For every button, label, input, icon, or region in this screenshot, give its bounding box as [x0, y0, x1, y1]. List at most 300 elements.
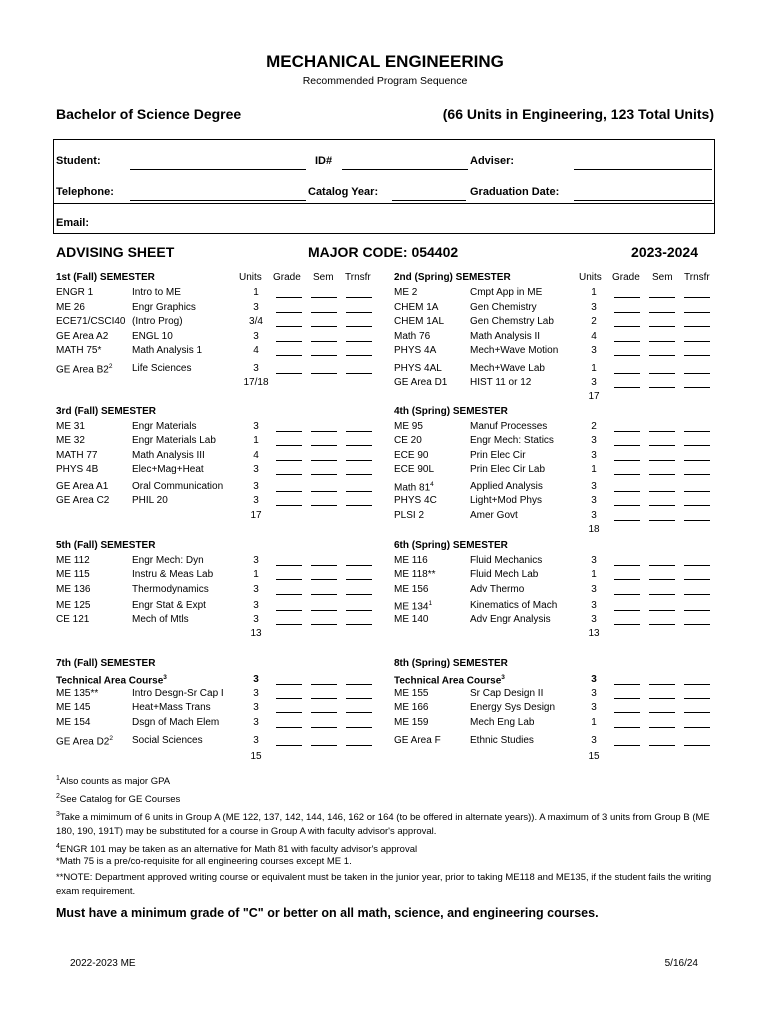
course-code: Math 76 — [394, 331, 431, 342]
trnsfr-blank[interactable] — [346, 594, 372, 595]
course-code: ENGR 1 — [56, 287, 94, 298]
semester-total-units: 18 — [588, 524, 600, 535]
sem-blank[interactable] — [649, 373, 675, 374]
sem-blank[interactable] — [311, 698, 337, 699]
footnote-4: $^4$ENGR 101 may be taken as an alternative for Math 81 with faculty advisor's approval — [56, 843, 418, 856]
course-code: ME 155 — [394, 688, 429, 699]
adviser-label: Adviser: — [470, 155, 515, 167]
sem-blank[interactable] — [311, 594, 337, 595]
course-footnote-marker: 2 — [109, 735, 113, 742]
footnote-writing: **NOTE: Department approved writing course or equivalent must be taken in the junior year, prior to taking ME118 and ME135, if the student fails the writing exam requirement. — [56, 872, 712, 897]
sem-blank[interactable] — [649, 460, 675, 461]
course-units: 3 — [591, 702, 597, 713]
course-code: GE Area F — [394, 735, 441, 746]
semester-total-units: 17 — [588, 391, 600, 402]
sem-blank[interactable] — [311, 445, 337, 446]
course-row — [56, 316, 386, 330]
trnsfr-blank[interactable] — [346, 341, 372, 342]
semester-block — [56, 540, 386, 650]
sem-blank[interactable] — [649, 520, 675, 521]
trnsfr-blank[interactable] — [346, 565, 372, 566]
course-units: 3 — [591, 510, 597, 521]
trnsfr-blank[interactable] — [684, 520, 710, 521]
course-units: 3 — [253, 421, 259, 432]
grade-blank[interactable] — [276, 505, 302, 506]
trnsfr-blank[interactable] — [684, 355, 710, 356]
sem-blank[interactable] — [311, 341, 337, 342]
course-code: ME 136 — [56, 584, 91, 595]
semester-total-units: 13 — [250, 628, 262, 639]
trnsfr-blank[interactable] — [346, 326, 372, 327]
course-row — [56, 717, 386, 731]
trnsfr-blank[interactable] — [684, 474, 710, 475]
footnote-math75: *Math 75 is a pre/co-requisite for all engineering courses except ME 1. — [56, 856, 352, 867]
course-code: CE 121 — [56, 614, 90, 625]
sem-blank[interactable] — [649, 594, 675, 595]
sem-blank[interactable] — [649, 684, 675, 685]
course-row — [394, 510, 724, 524]
course-row — [394, 481, 724, 495]
course-row — [56, 435, 386, 449]
grade-blank[interactable] — [614, 610, 640, 611]
semester-total-units: 15 — [588, 751, 600, 762]
trnsfr-blank[interactable] — [346, 474, 372, 475]
grade-blank[interactable] — [614, 312, 640, 313]
page-title: MECHANICAL ENGINEERING — [266, 52, 504, 71]
trnsfr-blank[interactable] — [346, 610, 372, 611]
course-footnote-marker: 3 — [163, 674, 167, 681]
grade-blank[interactable] — [276, 565, 302, 566]
trnsfr-blank[interactable] — [346, 698, 372, 699]
trnsfr-column-header: Trnsfr — [345, 272, 371, 283]
sem-blank[interactable] — [311, 355, 337, 356]
course-code: GE Area $D2^2$ — [56, 735, 113, 748]
course-row — [56, 555, 386, 569]
course-code: CHEM 1AL — [394, 316, 445, 327]
grade-blank[interactable] — [614, 297, 640, 298]
footer-left: 2022-2023 ME — [70, 958, 136, 969]
course-title: Gen Chemistry — [470, 302, 537, 313]
sem-blank[interactable] — [649, 712, 675, 713]
trnsfr-blank[interactable] — [684, 712, 710, 713]
course-row — [56, 363, 386, 377]
grade-blank[interactable] — [614, 579, 640, 580]
grade-blank[interactable] — [614, 594, 640, 595]
trnsfr-blank[interactable] — [684, 684, 710, 685]
semester-title: 6th (Spring) SEMESTER — [394, 540, 508, 551]
course-units: 3 — [253, 331, 259, 342]
course-units: 1 — [591, 569, 597, 580]
course-units: 3 — [591, 614, 597, 625]
graduation-date-field[interactable] — [574, 200, 712, 201]
course-units: 3 — [253, 600, 259, 611]
course-title: Prin Elec Cir Lab — [470, 464, 546, 475]
course-row — [56, 287, 386, 301]
course-code: CE 20 — [394, 435, 422, 446]
trnsfr-blank[interactable] — [346, 505, 372, 506]
course-code: ME 118** — [394, 569, 436, 580]
course-units: 3 — [253, 363, 259, 374]
student-label: Student: — [56, 155, 101, 167]
course-units: 2 — [591, 316, 597, 327]
course-code: PHYS 4B — [56, 464, 99, 475]
semester-total-units: 13 — [588, 628, 600, 639]
course-title: Amer Govt — [470, 510, 518, 521]
telephone-field[interactable] — [130, 200, 306, 201]
course-title: Fluid Mechanics — [470, 555, 543, 566]
trnsfr-blank[interactable] — [346, 579, 372, 580]
sem-blank[interactable] — [649, 698, 675, 699]
grade-blank[interactable] — [614, 355, 640, 356]
grade-blank[interactable] — [614, 341, 640, 342]
sem-blank[interactable] — [649, 297, 675, 298]
semester-total-units: 17/18 — [243, 377, 269, 388]
sem-blank[interactable] — [649, 624, 675, 625]
semester-block — [56, 406, 386, 521]
course-row — [56, 464, 386, 478]
sem-blank[interactable] — [649, 491, 675, 492]
course-row — [56, 345, 386, 359]
sem-blank[interactable] — [649, 312, 675, 313]
trnsfr-blank[interactable] — [684, 312, 710, 313]
course-code: ME 26 — [56, 302, 85, 313]
sem-blank[interactable] — [649, 474, 675, 475]
trnsfr-blank[interactable] — [684, 579, 710, 580]
course-units: 3 — [253, 302, 259, 313]
course-row — [56, 584, 386, 598]
grade-blank[interactable] — [276, 312, 302, 313]
course-row — [56, 302, 386, 316]
course-title: Mech Eng Lab — [470, 717, 535, 728]
course-units: 1 — [591, 717, 597, 728]
course-title: Mech+Wave Motion — [470, 345, 559, 356]
semester-title: 5th (Fall) SEMESTER — [56, 540, 156, 551]
semester-title: 8th (Spring) SEMESTER — [394, 658, 508, 669]
telephone-label: Telephone: — [56, 186, 114, 198]
semester-title: 2nd (Spring) SEMESTER — [394, 272, 511, 283]
grade-blank[interactable] — [276, 684, 302, 685]
grade-blank[interactable] — [614, 565, 640, 566]
trnsfr-blank[interactable] — [684, 698, 710, 699]
semester-block — [394, 406, 724, 535]
semester-block — [56, 272, 386, 388]
course-row — [394, 316, 724, 330]
course-code: GE Area D1 — [394, 377, 448, 388]
trnsfr-blank[interactable] — [346, 355, 372, 356]
trnsfr-blank[interactable] — [684, 431, 710, 432]
trnsfr-blank[interactable] — [346, 712, 372, 713]
course-row — [394, 717, 724, 731]
course-title: Fluid Mech Lab — [470, 569, 539, 580]
trnsfr-blank[interactable] — [684, 624, 710, 625]
grade-blank[interactable] — [276, 745, 302, 746]
course-code: ME 116 — [394, 555, 428, 566]
sem-blank[interactable] — [649, 745, 675, 746]
course-row — [56, 450, 386, 464]
grade-blank[interactable] — [614, 727, 640, 728]
grade-blank[interactable] — [614, 684, 640, 685]
course-code: GE Area C2 — [56, 495, 110, 506]
major-code: MAJOR CODE: 054402 — [308, 244, 459, 260]
course-title: Heat+Mass Trans — [132, 702, 211, 713]
sem-blank[interactable] — [311, 745, 337, 746]
grade-blank[interactable] — [276, 610, 302, 611]
course-units: 3/4 — [249, 316, 263, 327]
course-title: Engr Stat & Expt — [132, 600, 206, 611]
grade-blank[interactable] — [276, 579, 302, 580]
sem-blank[interactable] — [311, 460, 337, 461]
trnsfr-blank[interactable] — [684, 341, 710, 342]
sem-blank[interactable] — [311, 297, 337, 298]
trnsfr-blank[interactable] — [684, 565, 710, 566]
grade-blank[interactable] — [276, 431, 302, 432]
course-row — [394, 614, 724, 628]
sem-blank[interactable] — [311, 312, 337, 313]
trnsfr-blank[interactable] — [684, 610, 710, 611]
graduation-date-label: Graduation Date: — [470, 186, 560, 198]
grade-blank[interactable] — [614, 445, 640, 446]
grade-blank[interactable] — [276, 474, 302, 475]
course-code: ME 31 — [56, 421, 85, 432]
grade-blank[interactable] — [276, 460, 302, 461]
course-units: 1 — [591, 464, 597, 475]
course-title: Elec+Mag+Heat — [132, 464, 204, 475]
grade-requirement-note: Must have a minimum grade of "C" or better on all math, science, and engineering courses. — [56, 906, 599, 920]
sem-blank[interactable] — [311, 610, 337, 611]
sem-blank[interactable] — [649, 445, 675, 446]
grade-blank[interactable] — [614, 460, 640, 461]
sem-blank[interactable] — [311, 431, 337, 432]
course-units: 3 — [253, 688, 259, 699]
sem-blank[interactable] — [311, 505, 337, 506]
units-column-header: Units — [579, 272, 602, 283]
trnsfr-blank[interactable] — [346, 373, 372, 374]
course-title: Cmpt App in ME — [470, 287, 543, 298]
id-field[interactable] — [342, 169, 468, 170]
course-code: ME 159 — [394, 717, 429, 728]
course-row — [56, 735, 386, 749]
trnsfr-blank[interactable] — [346, 491, 372, 492]
sem-blank[interactable] — [311, 712, 337, 713]
grade-blank[interactable] — [614, 326, 640, 327]
trnsfr-blank[interactable] — [346, 745, 372, 746]
grade-blank[interactable] — [276, 445, 302, 446]
course-code: GE Area A2 — [56, 331, 109, 342]
sem-blank[interactable] — [311, 624, 337, 625]
course-row — [56, 688, 386, 702]
units-column-header: Units — [239, 272, 262, 283]
course-title: Oral Communication — [132, 481, 224, 492]
sem-blank[interactable] — [649, 387, 675, 388]
course-code: ME 166 — [394, 702, 429, 713]
course-row — [394, 435, 724, 449]
course-code: MATH 77 — [56, 450, 98, 461]
sem-blank[interactable] — [311, 373, 337, 374]
course-code: ME 95 — [394, 421, 423, 432]
trnsfr-blank[interactable] — [684, 297, 710, 298]
sem-blank[interactable] — [649, 355, 675, 356]
trnsfr-blank[interactable] — [346, 460, 372, 461]
trnsfr-blank[interactable] — [346, 727, 372, 728]
adviser-field[interactable] — [574, 169, 712, 170]
grade-blank[interactable] — [614, 698, 640, 699]
sem-blank[interactable] — [649, 505, 675, 506]
semester-title: 1st (Fall) SEMESTER — [56, 272, 155, 283]
trnsfr-blank[interactable] — [684, 594, 710, 595]
course-row — [56, 421, 386, 435]
course-row — [394, 450, 724, 464]
grade-blank[interactable] — [614, 505, 640, 506]
course-title: PHIL 20 — [132, 495, 168, 506]
grade-blank[interactable] — [614, 520, 640, 521]
course-title: Gen Chemstry Lab — [470, 316, 554, 327]
course-units: 3 — [253, 614, 259, 625]
course-code: Math $81^4$ — [394, 481, 434, 494]
grade-blank[interactable] — [614, 474, 640, 475]
course-title: Social Sciences — [132, 735, 203, 746]
course-units: 3 — [591, 688, 597, 699]
course-footnote-marker: 4 — [430, 481, 434, 488]
sem-blank[interactable] — [649, 431, 675, 432]
course-code: ME 140 — [394, 614, 429, 625]
grade-blank[interactable] — [276, 624, 302, 625]
grade-blank[interactable] — [276, 594, 302, 595]
course-title: Engr Materials — [132, 421, 197, 432]
sem-blank[interactable] — [649, 565, 675, 566]
grade-blank[interactable] — [614, 431, 640, 432]
grade-blank[interactable] — [614, 491, 640, 492]
footer-right: 5/16/24 — [664, 958, 698, 969]
course-code: GE Area A1 — [56, 481, 109, 492]
course-title: Intro Desgn-Sr Cap I — [132, 688, 224, 699]
sem-blank[interactable] — [311, 727, 337, 728]
trnsfr-blank[interactable] — [684, 373, 710, 374]
course-row — [394, 600, 724, 614]
semester-block — [394, 272, 724, 402]
course-row — [394, 345, 724, 359]
sem-blank[interactable] — [649, 326, 675, 327]
course-units: 3 — [253, 555, 259, 566]
grade-blank[interactable] — [614, 373, 640, 374]
catalog-year-field[interactable] — [392, 200, 466, 201]
course-units: 3 — [253, 735, 259, 746]
course-title: HIST 11 or 12 — [470, 377, 532, 388]
course-row — [56, 674, 386, 688]
sem-blank[interactable] — [649, 727, 675, 728]
sem-blank[interactable] — [311, 579, 337, 580]
sem-blank[interactable] — [311, 684, 337, 685]
sem-blank[interactable] — [649, 341, 675, 342]
course-row — [394, 421, 724, 435]
semester-total-units: 15 — [250, 751, 262, 762]
course-row — [394, 688, 724, 702]
trnsfr-blank[interactable] — [684, 387, 710, 388]
course-code: PHYS 4A — [394, 345, 437, 356]
trnsfr-blank[interactable] — [346, 312, 372, 313]
grade-blank[interactable] — [614, 624, 640, 625]
trnsfr-blank[interactable] — [684, 745, 710, 746]
trnsfr-blank[interactable] — [684, 460, 710, 461]
course-row — [394, 363, 724, 377]
course-units: 1 — [591, 287, 597, 298]
course-units: 3 — [591, 555, 597, 566]
course-code: Technical Area Course$^3$ — [394, 674, 505, 687]
course-units: 3 — [253, 481, 259, 492]
trnsfr-blank[interactable] — [346, 297, 372, 298]
trnsfr-blank[interactable] — [684, 727, 710, 728]
course-code: ME 154 — [56, 717, 91, 728]
grade-blank[interactable] — [614, 387, 640, 388]
footnote-1: $^1$Also counts as major GPA — [56, 775, 171, 788]
grade-blank[interactable] — [276, 297, 302, 298]
sem-blank[interactable] — [311, 491, 337, 492]
academic-year: 2023-2024 — [631, 244, 698, 260]
course-title: Energy Sys Design — [470, 702, 556, 713]
student-field[interactable] — [130, 169, 306, 170]
grade-blank[interactable] — [276, 698, 302, 699]
course-row — [56, 481, 386, 495]
course-row — [56, 331, 386, 345]
trnsfr-blank[interactable] — [684, 505, 710, 506]
course-units: 1 — [253, 287, 259, 298]
sem-blank[interactable] — [311, 474, 337, 475]
grade-blank[interactable] — [614, 745, 640, 746]
trnsfr-blank[interactable] — [684, 326, 710, 327]
semester-block — [394, 540, 724, 650]
email-divider — [54, 203, 714, 204]
course-units: 3 — [591, 495, 597, 506]
course-title: Sr Cap Design II — [470, 688, 544, 699]
sem-blank[interactable] — [311, 326, 337, 327]
trnsfr-blank[interactable] — [346, 684, 372, 685]
course-title: (Intro Prog) — [132, 316, 183, 327]
course-row — [394, 464, 724, 478]
page-subtitle: Recommended Program Sequence — [302, 75, 468, 87]
trnsfr-blank[interactable] — [346, 431, 372, 432]
sem-blank[interactable] — [649, 579, 675, 580]
course-row — [56, 702, 386, 716]
trnsfr-blank[interactable] — [346, 624, 372, 625]
grade-blank[interactable] — [276, 712, 302, 713]
sem-blank[interactable] — [311, 565, 337, 566]
course-row — [394, 569, 724, 583]
sem-blank[interactable] — [649, 610, 675, 611]
grade-blank[interactable] — [614, 712, 640, 713]
grade-blank[interactable] — [276, 355, 302, 356]
course-code: ECE71/CSCI40 — [56, 316, 126, 327]
grade-blank[interactable] — [276, 326, 302, 327]
grade-blank[interactable] — [276, 341, 302, 342]
grade-blank[interactable] — [276, 727, 302, 728]
catalog-year-label: Catalog Year: — [308, 186, 379, 198]
course-code: ME 115 — [56, 569, 90, 580]
degree-label: Bachelor of Science Degree — [56, 106, 242, 122]
course-title: Dsgn of Mach Elem — [132, 717, 220, 728]
course-code: PHYS 4C — [394, 495, 437, 506]
course-row — [394, 331, 724, 345]
grade-blank[interactable] — [276, 373, 302, 374]
trnsfr-blank[interactable] — [684, 445, 710, 446]
course-title: ENGL 10 — [132, 331, 173, 342]
course-units: 4 — [253, 450, 259, 461]
trnsfr-blank[interactable] — [346, 445, 372, 446]
course-code: ME 125 — [56, 600, 91, 611]
course-units: 3 — [591, 674, 597, 685]
trnsfr-blank[interactable] — [684, 491, 710, 492]
grade-blank[interactable] — [276, 491, 302, 492]
course-units: 1 — [253, 435, 259, 446]
grade-column-header: Grade — [273, 272, 301, 283]
